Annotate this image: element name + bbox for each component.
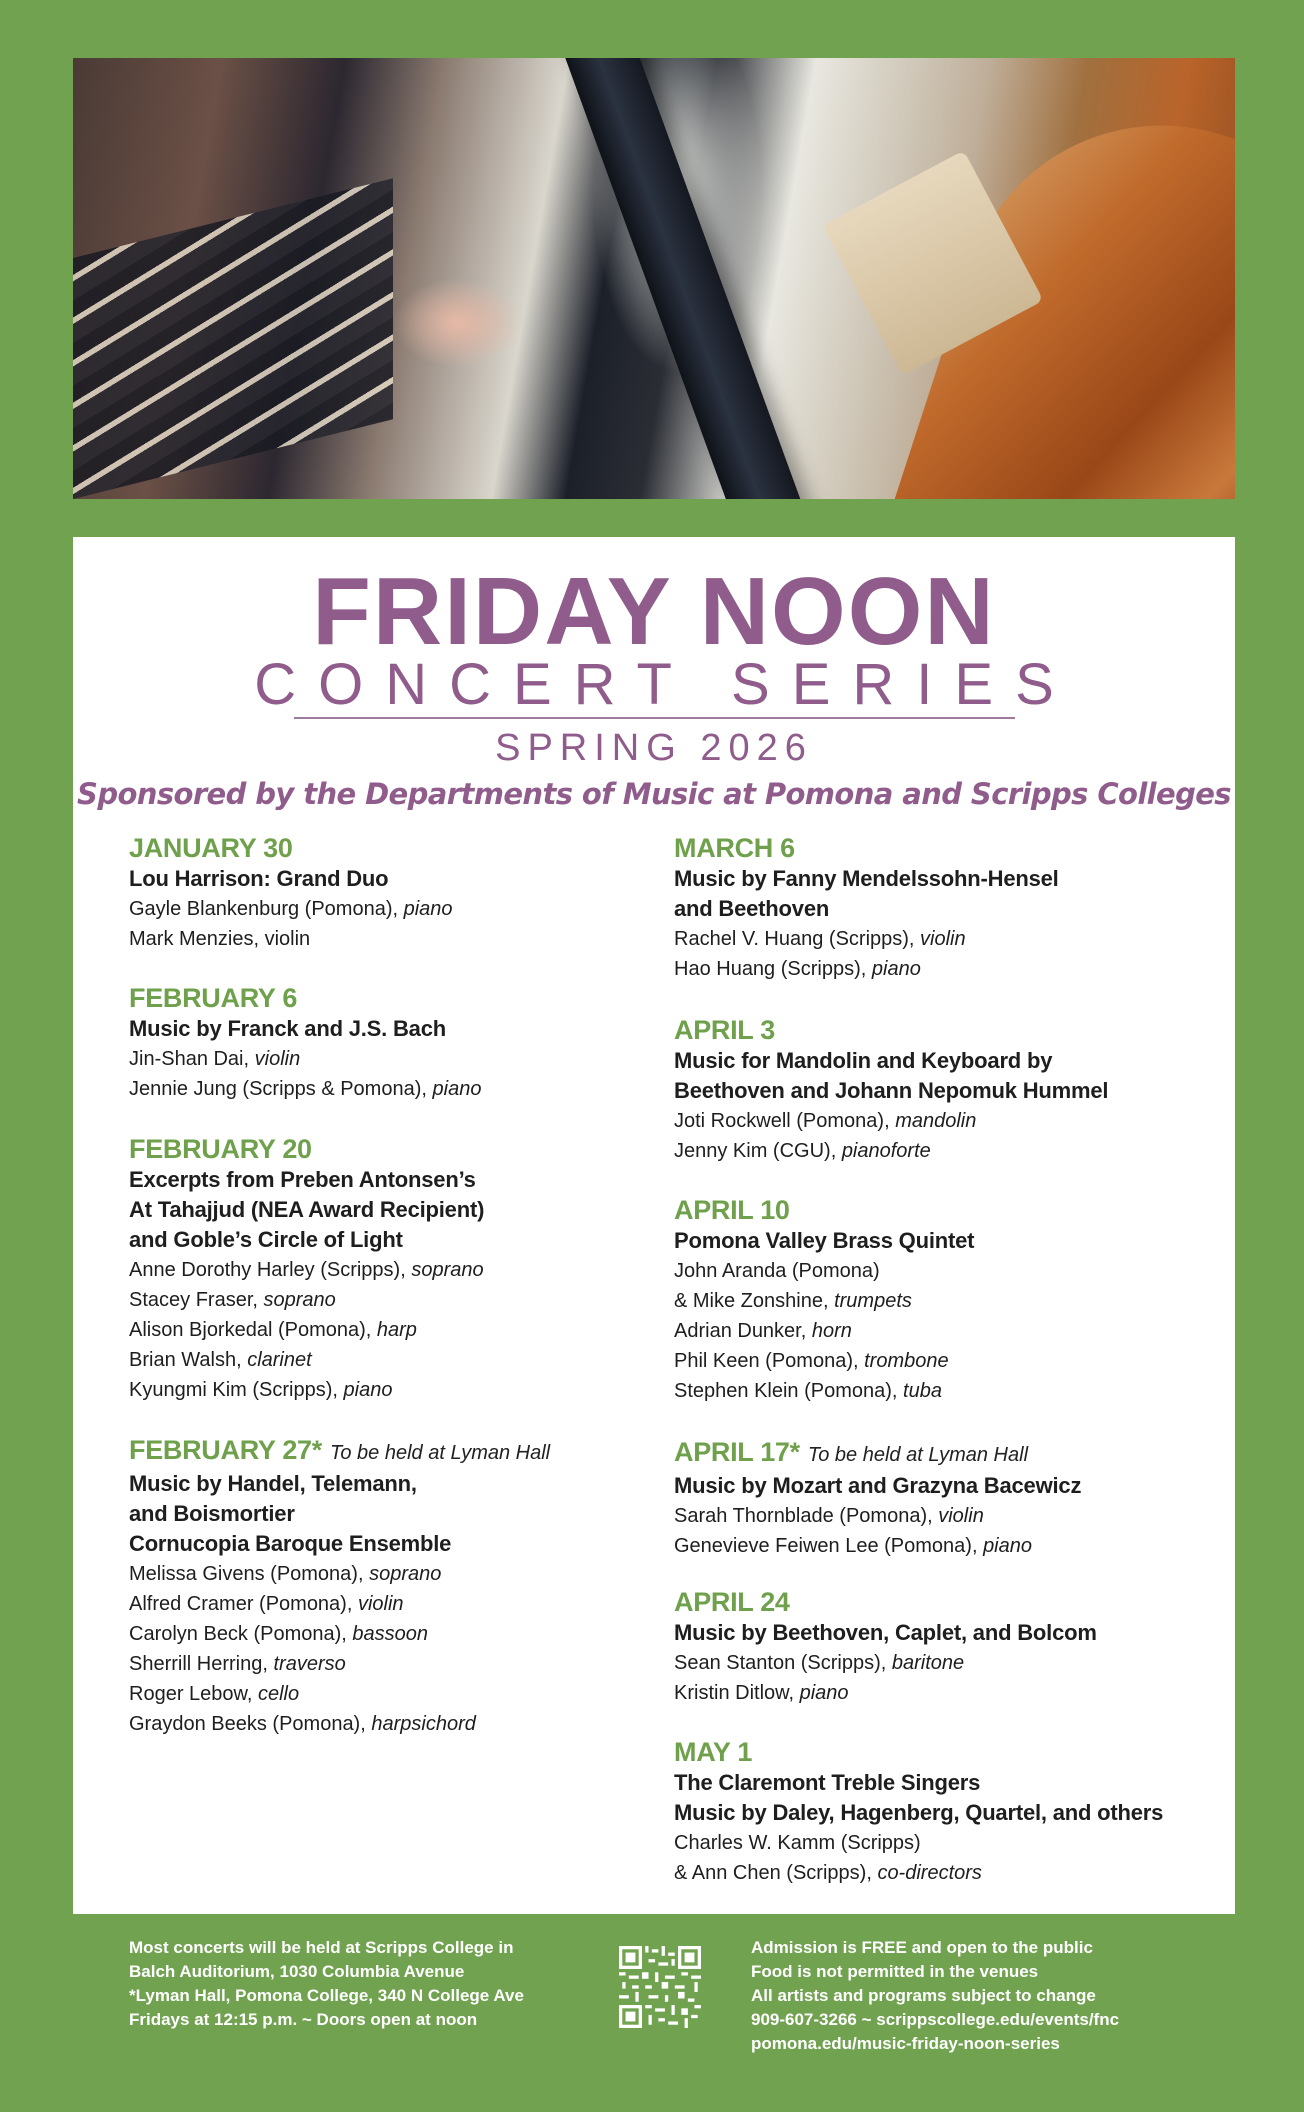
performer-line <box>674 1376 1234 1406</box>
event-date <box>674 832 1234 864</box>
program-title: Lou Harrison: Grand Duo <box>129 866 389 891</box>
performer-name: Joti Rockwell (Pomona), <box>674 1110 896 1132</box>
performer-name: Rachel V. Huang (Scripps), <box>674 928 921 950</box>
performer-instrument: bassoon <box>352 1623 429 1645</box>
footer-info-line: Food is not permitted in the venues <box>751 1962 1039 1981</box>
concert-event <box>674 832 1234 984</box>
performer-name: & Mike Zonshine, <box>674 1290 835 1312</box>
event-date <box>129 982 649 1014</box>
program-title: and Beethoven <box>674 896 830 921</box>
performer-name: Alfred Cramer (Pomona), <box>129 1593 358 1615</box>
performer-name: Jennie Jung (Scripps & Pomona), <box>129 1078 433 1100</box>
performer-line <box>129 1649 649 1679</box>
concert-event <box>129 982 649 1104</box>
event-date <box>129 1133 649 1165</box>
footer-pomona-link[interactable]: pomona.edu/music-friday-noon-series <box>751 2034 1060 2053</box>
event-date-text: FEBRUARY 27* <box>129 1435 322 1465</box>
performer-line <box>674 1136 1234 1166</box>
performer-name: Mark Menzies, violin <box>129 928 311 950</box>
performer-name: Jin-Shan Dai, <box>129 1048 255 1070</box>
performer-name: John Aranda (Pomona) <box>674 1260 880 1282</box>
performer-instrument: trombone <box>864 1350 949 1372</box>
performer-line <box>674 1828 1234 1858</box>
performer-instrument: cello <box>257 1683 300 1705</box>
performer-line <box>674 1858 1234 1888</box>
program-title: The Claremont Treble Singers <box>674 1770 981 1795</box>
performer-instrument: trumpets <box>834 1290 912 1312</box>
program-title: Music by Mozart and Grazyna Bacewicz <box>674 1473 1082 1498</box>
performer-instrument: co-directors <box>877 1862 982 1884</box>
piano-keys-image <box>73 178 393 499</box>
performer-line <box>674 1106 1234 1136</box>
performer-line <box>674 1501 1234 1531</box>
event-date-text: JANUARY 30 <box>129 833 293 863</box>
program-title: Music by Daley, Hagenberg, Quartel, and others <box>674 1800 1164 1825</box>
performer-line <box>129 1285 649 1315</box>
event-date <box>674 1436 1234 1471</box>
performer-line <box>129 1315 649 1345</box>
performer-line <box>674 1678 1234 1708</box>
footer-venue-line: Fridays at 12:15 p.m. ~ Doors open at noon <box>129 2010 478 2029</box>
concert-event <box>129 832 649 954</box>
title-divider <box>294 717 1015 719</box>
footer-info-line: All artists and programs subject to change <box>751 1986 1096 2005</box>
venue-note: To be held at Lyman Hall <box>329 1442 551 1464</box>
event-date <box>674 1586 1234 1618</box>
performer-instrument: violin <box>920 928 966 950</box>
performer-line <box>129 1679 649 1709</box>
concert-event <box>674 1014 1234 1166</box>
performer-instrument: piano <box>871 958 921 980</box>
performer-line <box>129 1559 649 1589</box>
performer-instrument: soprano <box>369 1563 442 1585</box>
performer-line <box>674 954 1234 984</box>
program-title: Cornucopia Baroque Ensemble <box>129 1531 452 1556</box>
event-date-text: APRIL 17* <box>674 1437 800 1467</box>
performer-name: Phil Keen (Pomona), <box>674 1350 865 1372</box>
event-date-text: MARCH 6 <box>674 833 795 863</box>
footer-venue-info <box>129 1936 524 2032</box>
performer-line <box>129 1044 649 1074</box>
performer-name: Graydon Beeks (Pomona), <box>129 1713 372 1735</box>
program-title: and Boismortier <box>129 1501 295 1526</box>
performer-line <box>674 1346 1234 1376</box>
performer-instrument: harp <box>376 1319 417 1341</box>
performer-line <box>129 894 649 924</box>
performer-instrument: violin <box>357 1593 404 1615</box>
performer-instrument: traverso <box>273 1653 346 1675</box>
performer-instrument: violin <box>938 1505 984 1527</box>
performer-name: Genevieve Feiwen Lee (Pomona), <box>674 1535 984 1557</box>
program-title: Beethoven and Johann Nepomuk Hummel <box>674 1078 1109 1103</box>
performer-name: & Ann Chen (Scripps), <box>674 1862 878 1884</box>
performer-name: Charles W. Kamm (Scripps) <box>674 1832 921 1854</box>
performer-instrument: piano <box>799 1682 849 1704</box>
performer-name: Carolyn Beck (Pomona), <box>129 1623 353 1645</box>
program-title: Music for Mandolin and Keyboard by <box>674 1048 1053 1073</box>
performer-name: Hao Huang (Scripps), <box>674 958 872 980</box>
performer-instrument: tuba <box>903 1380 942 1402</box>
program-title: and Goble’s Circle of Light <box>129 1227 403 1252</box>
concert-event <box>674 1194 1234 1406</box>
performer-instrument: pianoforte <box>841 1140 931 1162</box>
performer-name: Kyungmi Kim (Scripps), <box>129 1379 344 1401</box>
venue-note: To be held at Lyman Hall <box>807 1444 1029 1466</box>
performer-name: Stephen Klein (Pomona), <box>674 1380 904 1402</box>
concert-event <box>129 1133 649 1405</box>
hero-photo <box>73 58 1235 499</box>
page-subtitle: CONCERT SERIES <box>254 652 1076 717</box>
performer-instrument: piano <box>983 1535 1032 1557</box>
season-label: SPRING 2026 <box>495 727 813 769</box>
event-date-text: FEBRUARY 6 <box>129 983 298 1013</box>
footer-venue-line: Most concerts will be held at Scripps College in <box>129 1938 514 1957</box>
performer-line <box>129 1619 649 1649</box>
event-date-text: APRIL 24 <box>674 1587 790 1617</box>
footer-admission-info <box>751 1936 1119 2056</box>
performer-instrument: piano <box>432 1078 482 1100</box>
performer-line <box>674 1531 1234 1561</box>
performer-name: Roger Lebow, <box>129 1683 258 1705</box>
qr-code-icon[interactable] <box>619 1946 701 2028</box>
performer-name: Gayle Blankenburg (Pomona), <box>129 898 404 920</box>
performer-line <box>129 1345 649 1375</box>
event-date-text: FEBRUARY 20 <box>129 1134 312 1164</box>
performer-name: Sean Stanton (Scripps), <box>674 1652 892 1674</box>
performer-name: Melissa Givens (Pomona), <box>129 1563 370 1585</box>
performer-line <box>129 1709 649 1739</box>
performer-name: Adrian Dunker, <box>674 1320 812 1342</box>
performer-name: Anne Dorothy Harley (Scripps), <box>129 1259 412 1281</box>
performer-line <box>674 1286 1234 1316</box>
performer-name: Sherrill Herring, <box>129 1653 274 1675</box>
performer-instrument: soprano <box>411 1259 484 1281</box>
performer-line <box>674 1648 1234 1678</box>
performer-line <box>129 924 649 954</box>
program-title: Excerpts from Preben Antonsen’s <box>129 1167 476 1192</box>
performer-instrument: mandolin <box>895 1110 977 1132</box>
performer-instrument: baritone <box>891 1652 965 1674</box>
concert-event <box>674 1586 1234 1708</box>
performer-line <box>674 1316 1234 1346</box>
performer-line <box>674 924 1234 954</box>
performer-line <box>674 1256 1234 1286</box>
performer-instrument: piano <box>403 898 453 920</box>
event-date-text: APRIL 10 <box>674 1195 790 1225</box>
performer-name: Brian Walsh, <box>129 1349 248 1371</box>
sponsor-line: Sponsored by the Departments of Music at Pomona and Scripps Colleges <box>77 777 1231 811</box>
program-title: Music by Handel, Telemann, <box>129 1471 417 1496</box>
event-date <box>674 1194 1234 1226</box>
performer-instrument: violin <box>254 1048 301 1070</box>
program-title: Music by Franck and J.S. Bach <box>129 1016 446 1041</box>
performer-instrument: horn <box>811 1320 852 1342</box>
event-date <box>674 1014 1234 1046</box>
performer-line <box>129 1589 649 1619</box>
program-title: Music by Beethoven, Caplet, and Bolcom <box>674 1620 1097 1645</box>
performer-name: Sarah Thornblade (Pomona), <box>674 1505 939 1527</box>
footer-venue-line: Balch Auditorium, 1030 Columbia Avenue <box>129 1962 465 1981</box>
performer-instrument: soprano <box>263 1289 336 1311</box>
performer-name: Kristin Ditlow, <box>674 1682 800 1704</box>
event-date-text: MAY 1 <box>674 1737 753 1767</box>
event-date <box>674 1736 1234 1768</box>
performer-line <box>129 1074 649 1104</box>
page-title: FRIDAY NOON <box>312 558 996 665</box>
performer-name: Jenny Kim (CGU), <box>674 1140 842 1162</box>
program-title: Pomona Valley Brass Quintet <box>674 1228 975 1253</box>
performer-name: Alison Bjorkedal (Pomona), <box>129 1319 377 1341</box>
concert-event <box>674 1736 1234 1888</box>
footer-venue-line: *Lyman Hall, Pomona College, 340 N College Ave <box>129 1986 524 2005</box>
concert-event <box>129 1434 649 1739</box>
performer-line <box>129 1255 649 1285</box>
program-title: At Tahajjud (NEA Award Recipient) <box>129 1197 485 1222</box>
event-date <box>129 832 649 864</box>
footer-info-line: Admission is FREE and open to the public <box>751 1938 1093 1957</box>
concert-event <box>674 1436 1234 1561</box>
hand-image <box>393 278 523 368</box>
program-panel <box>73 537 1235 1914</box>
performer-instrument: clarinet <box>247 1349 312 1371</box>
performer-instrument: harpsichord <box>371 1713 476 1735</box>
footer-contact-line[interactable]: 909-607-3266 ~ scrippscollege.edu/events/fnc <box>751 2010 1120 2029</box>
event-date <box>129 1434 649 1469</box>
event-date-text: APRIL 3 <box>674 1015 775 1045</box>
performer-line <box>129 1375 649 1405</box>
program-title: Music by Fanny Mendelssohn-Hensel <box>674 866 1059 891</box>
clarinet-image <box>555 58 812 499</box>
performer-instrument: piano <box>343 1379 393 1401</box>
performer-name: Stacey Fraser, <box>129 1289 264 1311</box>
